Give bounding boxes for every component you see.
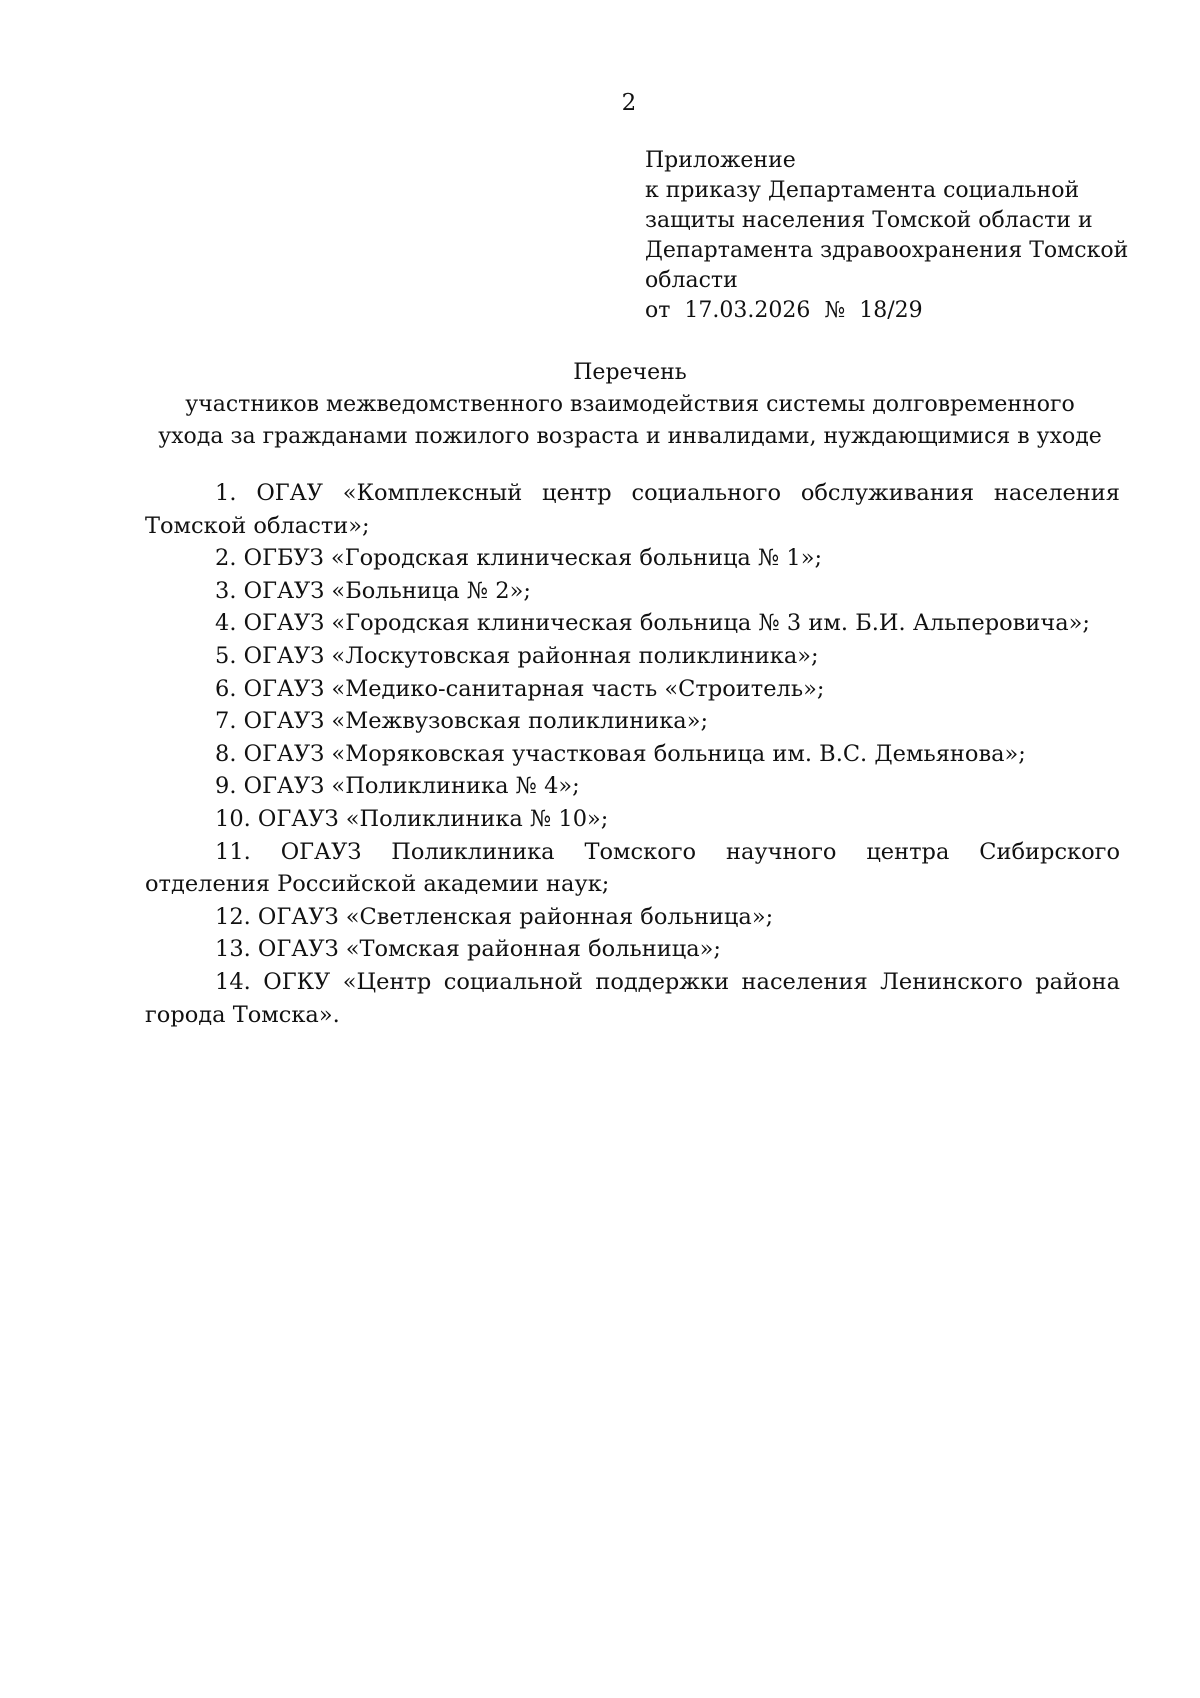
list-item-text: 11. ОГАУЗ Поликлиника Томского научного центра Сибирского	[215, 838, 1120, 865]
list-item: 10. ОГАУЗ «Поликлиника № 10»;	[215, 805, 609, 832]
list-item-continuation: Томской области»;	[145, 512, 370, 539]
list-item-continuation: города Томска».	[145, 1001, 340, 1028]
list-item: 13. ОГАУЗ «Томская районная больница»;	[215, 936, 721, 963]
list-item	[145, 836, 1120, 901]
list-item: 9. ОГАУЗ «Поликлиника № 4»;	[215, 773, 580, 800]
list-item: 6. ОГАУЗ «Медико-санитарная часть «Строитель»;	[215, 675, 825, 702]
document-title	[140, 357, 1120, 453]
list-item-text: 1. ОГАУ «Комплексный центр социального обслуживания населения	[215, 480, 1120, 506]
page-number: 2	[621, 90, 637, 116]
order-date: 17.03.2026	[684, 298, 811, 323]
appendix-line: Приложение	[645, 148, 796, 173]
participants-list	[145, 477, 1120, 1031]
list-item: 8. ОГАУЗ «Моряковская участковая больница им. В.С. Демьянова»;	[215, 740, 1026, 767]
order-prefix: от	[645, 298, 671, 323]
appendix-line: к приказу Департамента социальной	[645, 178, 1080, 203]
list-item: 5. ОГАУЗ «Лоскутовская районная поликлиника»;	[215, 642, 819, 669]
title-line: ухода за гражданами пожилого возраста и инвалидами, нуждающимися в уходе	[158, 424, 1102, 449]
appendix-line: Департамента здравоохранения Томской	[645, 238, 1129, 263]
list-item-continuation: отделения Российской академии наук;	[145, 871, 610, 898]
list-item-text: 14. ОГКУ «Центр социальной поддержки населения Ленинского района	[215, 968, 1120, 995]
list-item: 3. ОГАУЗ «Больница № 2»;	[215, 577, 531, 604]
title-heading: Перечень	[573, 360, 687, 385]
order-line	[645, 296, 1125, 326]
list-item: 12. ОГАУЗ «Светленская районная больница»;	[215, 903, 774, 930]
order-number-sign: №	[824, 298, 846, 323]
appendix-block	[645, 146, 1129, 326]
title-line: участников межведомственного взаимодействия системы долговременного	[185, 392, 1075, 417]
order-number: 18/29	[859, 298, 923, 323]
list-item	[145, 966, 1120, 1031]
list-item	[145, 477, 1120, 542]
appendix-line: области	[645, 268, 738, 293]
list-item: 7. ОГАУЗ «Межвузовская поликлиника»;	[215, 708, 709, 735]
appendix-line: защиты населения Томской области и	[645, 208, 1093, 233]
list-item: 4. ОГАУЗ «Городская клиническая больница № 3 им. Б.И. Альперовича»;	[215, 610, 1090, 637]
list-item: 2. ОГБУЗ «Городская клиническая больница № 1»;	[215, 545, 823, 572]
